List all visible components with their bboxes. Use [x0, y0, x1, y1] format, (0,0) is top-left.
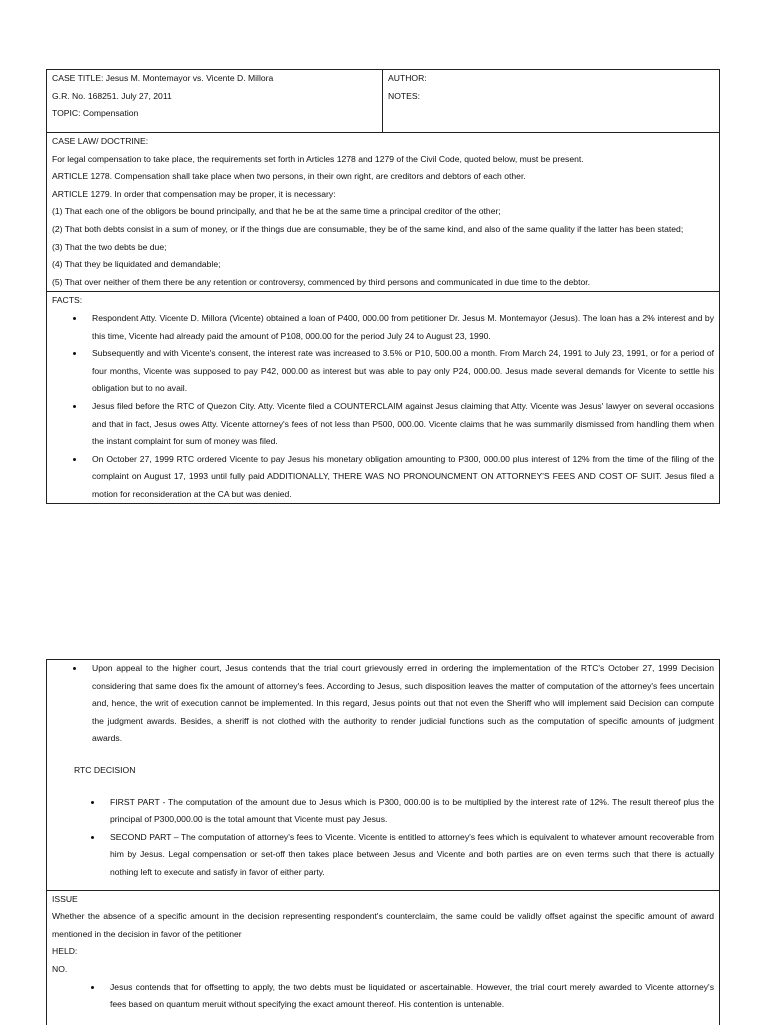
facts-list	[52, 310, 714, 504]
issue-heading: ISSUE	[52, 893, 78, 904]
appeal-list	[52, 660, 714, 748]
case-title: CASE TITLE: Jesus M. Montemayor vs. Vicente D. Millora	[52, 73, 274, 83]
list-item: On October 27, 1999 RTC ordered Vicente to pay Jesus his monetary obligation amounting to P300, 000.00 plus interest of 12% from the time of the filing of the complaint on August 17, 1993 until fully paid ADDITIONALLY, THERE WAS NO PRONOUNCMENT ON ATTORNEY'S FEES AND COST OF SUIT. Jesus filed a motion for reconsideration at the CA but was denied.	[92, 451, 714, 504]
appeal-section	[47, 660, 719, 891]
list-item: Upon appeal to the higher court, Jesus contends that the trial court grievously erred in ordering the implementation of the RTC's October 27, 1999 Decision considering that same does fix the amount of attorney's fees. According to Jesus, such disposition leaves the matter of computation of the attorney's fees uncertain and, hence, the writ of execution cannot be implemented. In this regard, Jesus points out that not even the Sheriff who will implement said Decision can compute the judgment awards. Besides, a sheriff is not clothed with the authority to render judicial functions such as the computation of specific amounts of judgment awards.	[92, 660, 714, 748]
case-info-cell	[47, 70, 383, 132]
rtc-decision-heading: RTC DECISION	[74, 764, 136, 775]
article-1278: ARTICLE 1278. Compensation shall take place when two persons, in their own right, are creditors and debtors of each other.	[52, 171, 526, 182]
list-item: Jesus contends that for offsetting to apply, the two debts must be liquidated or ascertainable. However, the trial court merely awarded to Vicente attorney's fees based on quantum meruit without specifying the exact amount thereof. His contention is untenable.	[110, 979, 714, 1014]
doctrine-line: For legal compensation to take place, the requirements set forth in Articles 1278 and 1279 of the Civil Code, quoted below, must be present.	[52, 153, 584, 164]
facts-heading: FACTS:	[52, 295, 83, 306]
held-answer: NO.	[52, 963, 68, 974]
list-item: Subsequently and with Vicente's consent, the interest rate was increased to 3.5% or P10, 500.00 a month. From March 24, 1991 to July 23, 1991, or for a period of four months, Vicente was supposed to pay P42, 000.00 as interest but was able to pay only P24, 000.00. Jesus made several demands for Vicente to settle his obligation but to no avail.	[92, 345, 714, 398]
held-list	[52, 979, 714, 1014]
article-1279: ARTICLE 1279. In order that compensation may be proper, it is necessary:	[52, 188, 336, 199]
author-notes-cell	[383, 70, 719, 132]
case-digest-table-continued	[46, 659, 720, 1025]
requisite-1: (1) That each one of the obligors be bound principally, and that he be at the same time a principal creditor of the other;	[52, 206, 501, 217]
author-label: AUTHOR:	[388, 73, 427, 83]
requisite-2: (2) That both debts consist in a sum of money, or if the things due are consumable, they be of the same kind, and also of the same quality if the latter has been stated;	[52, 223, 684, 234]
facts-section	[47, 292, 719, 503]
case-digest-table	[46, 69, 720, 504]
list-item: Respondent Atty. Vicente D. Millora (Vicente) obtained a loan of P400, 000.00 from petitioner Dr. Jesus M. Montemayor (Jesus). The loan has a 2% interest and by this time, Vicente had already paid the amount of P108, 000.00 for the period July 24 to August 23, 1990.	[92, 310, 714, 345]
list-item: Jesus filed before the RTC of Quezon City. Atty. Vicente filed a COUNTERCLAIM against Jesus claiming that Atty. Vicente was Jesus' lawyer on several occasions and that in fact, Jesus owes Atty. Vicente attorney's fees of not less than P500, 000.00. Vicente claims that he was summarily dismissed from handling them when the instant complaint for sum of money was filed.	[92, 398, 714, 451]
list-item: SECOND PART – The computation of attorney's fees to Vicente. Vicente is entitled to attorney's fees which is equivalent to whatever amount recoverable from him by Jesus. Legal compensation or set-off then takes place between Jesus and Vicente and both parties are on even terms such that there is actually nothing left to execute and satisfy in favor of either party.	[110, 829, 714, 882]
notes-label: NOTES:	[388, 90, 420, 101]
topic: TOPIC: Compensation	[52, 108, 139, 119]
rtc-decision-list	[52, 794, 714, 882]
issue-held-section	[47, 891, 719, 1014]
list-item: FIRST PART - The computation of the amount due to Jesus which is P300, 000.00 is to be multiplied by the interest rate of 12%. The result thereof plus the principal of P300,000.00 is the total amount that Vicente must pay Jesus.	[110, 794, 714, 829]
requisite-5: (5) That over neither of them there be any retention or controversy, commenced by third persons and communicated in due time to the debtor.	[52, 276, 591, 287]
doctrine-section	[47, 133, 719, 292]
doctrine-heading: CASE LAW/ DOCTRINE:	[52, 136, 149, 146]
held-heading: HELD:	[52, 946, 78, 957]
requisite-4: (4) That they be liquidated and demandable;	[52, 259, 221, 270]
issue-text: Whether the absence of a specific amount in the decision representing respondent's counterclaim, the same could be validly offset against the specific amount of award mentioned in the decision in favor of the petitioner	[52, 911, 714, 939]
requisite-3: (3) That the two debts be due;	[52, 241, 167, 252]
gr-number: G.R. No. 168251. July 27, 2011	[52, 90, 172, 101]
header-row	[47, 70, 719, 133]
